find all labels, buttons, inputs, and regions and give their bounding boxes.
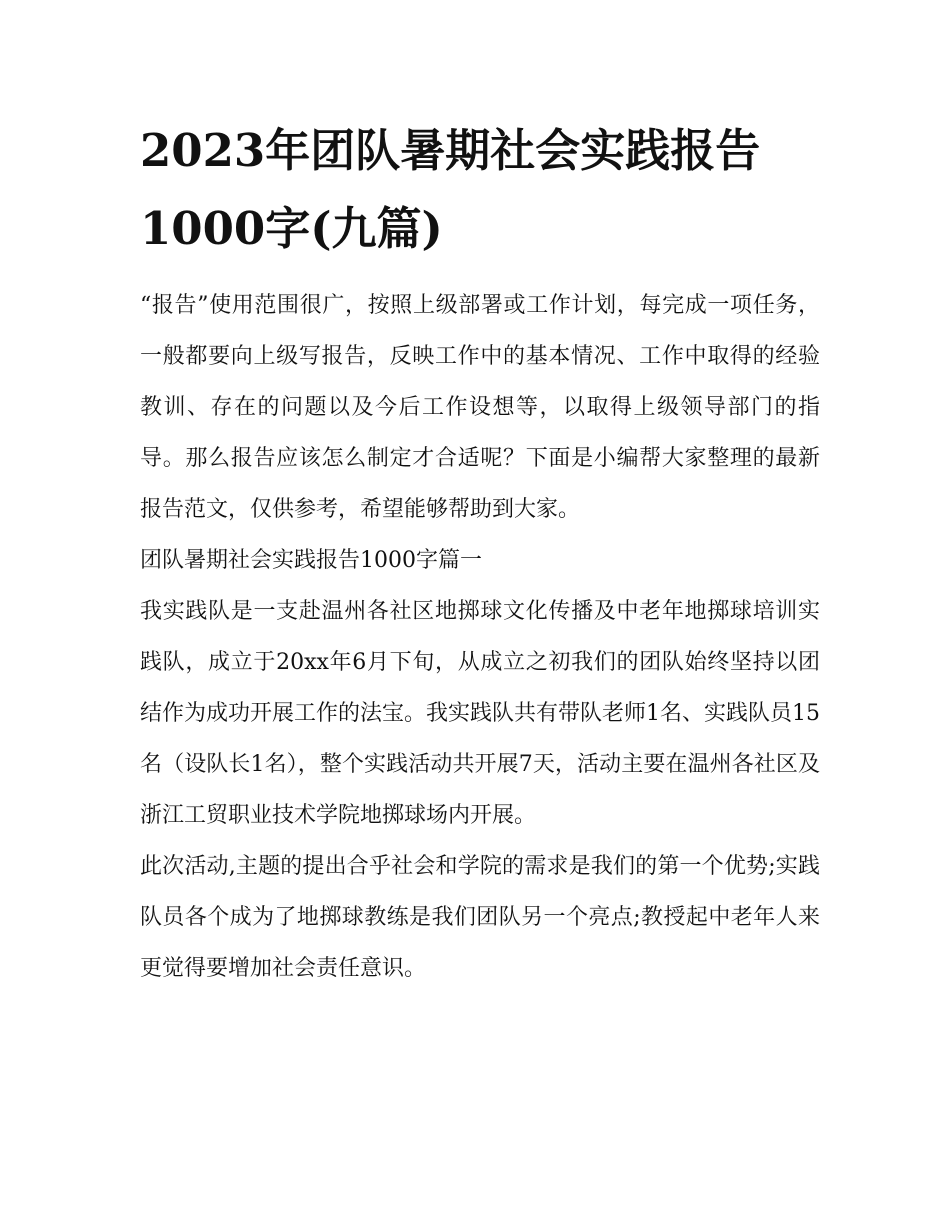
intro-paragraph: “报告”使用范围很广，按照上级部署或工作计划，每完成一项任务，一般都要向上级写报告，反映工作中的基本情况、工作中取得的经验教训、存在的问题以及今后工作设想等，以取得上级领导部门的指导。那么报告应该怎么制定才合适呢？下面是小编帮大家整理的最新报告范文，仅供参考，希望能够帮助到大家。 <box>140 293 820 522</box>
section-heading: 团队暑期社会实践报告1000字篇一 <box>140 548 482 573</box>
body-paragraph: 我实践队是一支赴温州各社区地掷球文化传播及中老年地掷球培训实践队，成立于20xx年6月下旬，从成立之初我们的团队始终坚持以团结作为成功开展工作的法宝。我实践队共有带队老师1名、实践队员15名（设队长1名），整个实践活动共开展7天，活动主要在温州各社区及浙江工贸职业技术学院地掷球场内开展。 <box>140 599 820 828</box>
body-paragraph: 此次活动,主题的提出合乎社会和学院的需求是我们的第一个优势;实践队员各个成为了地掷球教练是我们团队另一个亮点;教授起中老年人来更觉得要增加社会责任意识。 <box>140 854 820 981</box>
document-title: 2023年团队暑期社会实践报告1000字(九篇) <box>140 124 761 255</box>
document-body <box>140 280 820 994</box>
document-page <box>140 112 820 994</box>
